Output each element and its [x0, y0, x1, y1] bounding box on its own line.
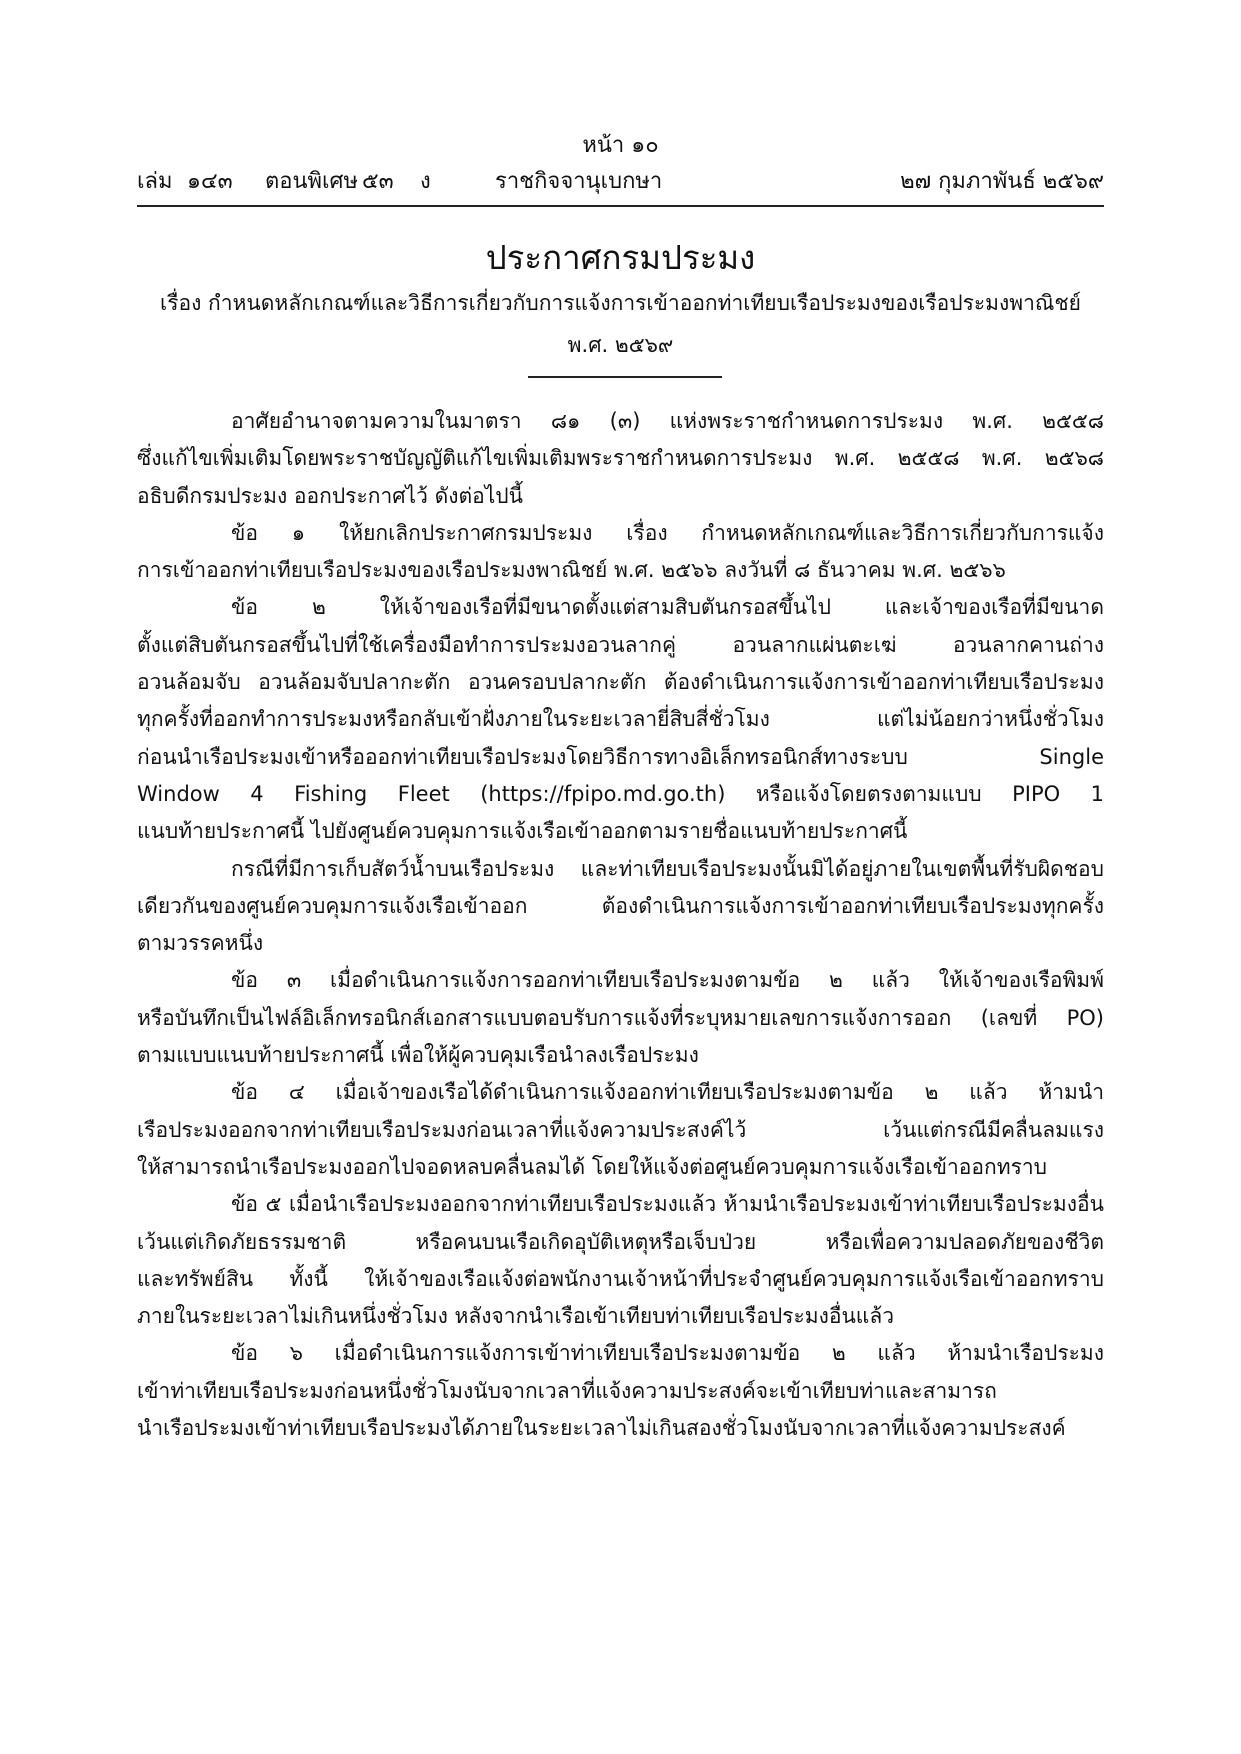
paragraph-line: ซึ่งแก้ไขเพิ่มเติมโดยพระราชบัญญัติแก้ไขเพิ่มเติมพระราชกำหนดการประมง พ.ศ. ๒๕๕๘ พ.ศ. ๒๕๖๘ [137, 446, 1104, 471]
paragraph-first-line: กรณีที่มีการเก็บสัตว์น้ำบนเรือประมง และท่าเทียบเรือประมงนั้นมิได้อยู่ภายในเขตพื้นที่รับผิดชอบ [231, 856, 1104, 881]
paragraph-line: ตั้งแต่สิบตันกรอสขึ้นไปที่ใช้เครื่องมือทำการประมงอวนลากคู่ อวนลากแผ่นตะเฆ่ อวนลากคานถ่าง [137, 632, 1104, 657]
paragraph-first-line: ข้อ ๑ ให้ยกเลิกประกาศกรมประมง เรื่อง กำหนดหลักเกณฑ์และวิธีการเกี่ยวกับการแจ้ง [231, 520, 1104, 545]
paragraph-line: ตามแบบแนบท้ายประกาศนี้ เพื่อให้ผู้ควบคุมเรือนำลงเรือประมง [137, 1043, 699, 1068]
paragraph-line: การเข้าออกท่าเทียบเรือประมงของเรือประมงพาณิชย์ พ.ศ. ๒๕๖๖ ลงวันที่ ๘ ธันวาคม พ.ศ. ๒๕๖๖ [137, 558, 1006, 583]
title-divider [528, 376, 722, 378]
paragraph-line: ให้สามารถนำเรือประมงออกไปจอดหลบคลื่นลมได้ โดยให้แจ้งต่อศูนย์ควบคุมการแจ้งเรือเข้าออกทราบ [137, 1154, 1047, 1179]
document-subject: เรื่อง กำหนดหลักเกณฑ์และวิธีการเกี่ยวกับการแจ้งการเข้าออกท่าเทียบเรือประมงของเรือประมงพาณิชย์ [160, 291, 1081, 315]
paragraph-line: ก่อนนำเรือประมงเข้าหรือออกท่าเทียบเรือประมงโดยวิธีการทางอิเล็กทรอนิกส์ทางระบบ Single [137, 744, 1104, 769]
paragraph-first-line: ข้อ ๖ เมื่อดำเนินการแจ้งการเข้าท่าเทียบเรือประมงตามข้อ ๒ แล้ว ห้ามนำเรือประมง [231, 1341, 1104, 1366]
section-letter: ง [420, 169, 431, 194]
paragraph-line: หรือบันทึกเป็นไฟล์อิเล็กทรอนิกส์เอกสารแบบตอบรับการแจ้งที่ระบุหมายเลขการแจ้งการออก (เลขที่ PO) [137, 1005, 1104, 1030]
publication-name: ราชกิจจานุเบกษา [495, 169, 663, 194]
paragraph-line: Window 4 Fishing Fleet (https://fpipo.md.go.th) หรือแจ้งโดยตรงตามแบบ PIPO 1 [137, 781, 1104, 806]
paragraph-line: แนบท้ายประกาศนี้ ไปยังศูนย์ควบคุมการแจ้งเรือเข้าออกตามรายชื่อแนบท้ายประกาศนี้ [137, 819, 908, 844]
document-year: พ.ศ. ๒๕๖๙ [567, 333, 674, 357]
paragraph-first-line: อาศัยอำนาจตามความในมาตรา ๘๑ (๓) แห่งพระราชกำหนดการประมง พ.ศ. ๒๕๕๘ [231, 409, 1104, 433]
paragraph-line: เรือประมงออกจากท่าเทียบเรือประมงก่อนเวลาที่แจ้งความประสงค์ไว้ เว้นแต่กรณีมีคลื่นลมแรง [137, 1117, 1104, 1142]
paragraph-line: ตามวรรคหนึ่ง [137, 931, 264, 956]
document-body [137, 403, 1104, 1447]
gazette-header [137, 167, 1104, 197]
page-number: หน้า ๑๐ [582, 133, 659, 158]
section-number: ๕๓ [362, 169, 394, 194]
volume-number: ๑๔๓ [187, 169, 233, 194]
publication-date: ๒๗ กุมภาพันธ์ ๒๕๖๙ [900, 169, 1104, 194]
paragraph-line: เดียวกันของศูนย์ควบคุมการแจ้งเรือเข้าออก ต้องดำเนินการแจ้งการเข้าออกท่าเทียบเรือประมงทุกครั้ง [137, 893, 1104, 918]
paragraph-line: เว้นแต่เกิดภัยธรรมชาติ หรือคนบนเรือเกิดอุบัติเหตุหรือเจ็บป่วย หรือเพื่อความปลอดภัยของชีวิต [137, 1229, 1104, 1254]
paragraph-line: เข้าท่าเทียบเรือประมงก่อนหนึ่งชั่วโมงนับจากเวลาที่แจ้งความประสงค์จะเข้าเทียบท่าและสามารถ [137, 1378, 997, 1403]
document-title: ประกาศกรมประมง [485, 238, 756, 277]
paragraph-line: นำเรือประมงเข้าท่าเทียบเรือประมงได้ภายในระยะเวลาไม่เกินสองชั่วโมงนับจากเวลาที่แจ้งความประสงค์ [137, 1416, 1066, 1441]
paragraph-line: และทรัพย์สิน ทั้งนี้ ให้เจ้าของเรือแจ้งต่อพนักงานเจ้าหน้าที่ประจำศูนย์ควบคุมการแจ้งเรือเข้าออกทราบ [137, 1266, 1104, 1291]
paragraph-first-line: ข้อ ๓ เมื่อดำเนินการแจ้งการออกท่าเทียบเรือประมงตามข้อ ๒ แล้ว ให้เจ้าของเรือพิมพ์ [231, 968, 1104, 993]
header-divider [137, 205, 1104, 207]
paragraph-first-line: ข้อ ๔ เมื่อเจ้าของเรือได้ดำเนินการแจ้งออกท่าเทียบเรือประมงตามข้อ ๒ แล้ว ห้ามนำ [231, 1080, 1104, 1105]
paragraph-line: ภายในระยะเวลาไม่เกินหนึ่งชั่วโมง หลังจากนำเรือเข้าเทียบท่าเทียบเรือประมงอื่นแล้ว [137, 1304, 895, 1329]
paragraph-line: อวนล้อมจับ อวนล้อมจับปลากะตัก อวนครอบปลากะตัก ต้องดำเนินการแจ้งการเข้าออกท่าเทียบเรือประมง [137, 670, 1104, 695]
paragraph-line: ทุกครั้งที่ออกทำการประมงหรือกลับเข้าฝั่งภายในระยะเวลายี่สิบสี่ชั่วโมง แต่ไม่น้อยกว่าหนึ่งชั่วโมง [137, 707, 1104, 732]
paragraph-first-line: ข้อ ๕ เมื่อนำเรือประมงออกจากท่าเทียบเรือประมงแล้ว ห้ามนำเรือประมงเข้าท่าเทียบเรือประมงอื่น [231, 1192, 1104, 1217]
section-label: ตอนพิเศษ [265, 169, 359, 194]
volume-label: เล่ม [137, 169, 173, 194]
paragraph-line: อธิบดีกรมประมง ออกประกาศไว้ ดังต่อไปนี้ [137, 483, 523, 508]
paragraph-first-line: ข้อ ๒ ให้เจ้าของเรือที่มีขนาดตั้งแต่สามสิบตันกรอสขึ้นไป และเจ้าของเรือที่มีขนาด [231, 595, 1104, 620]
